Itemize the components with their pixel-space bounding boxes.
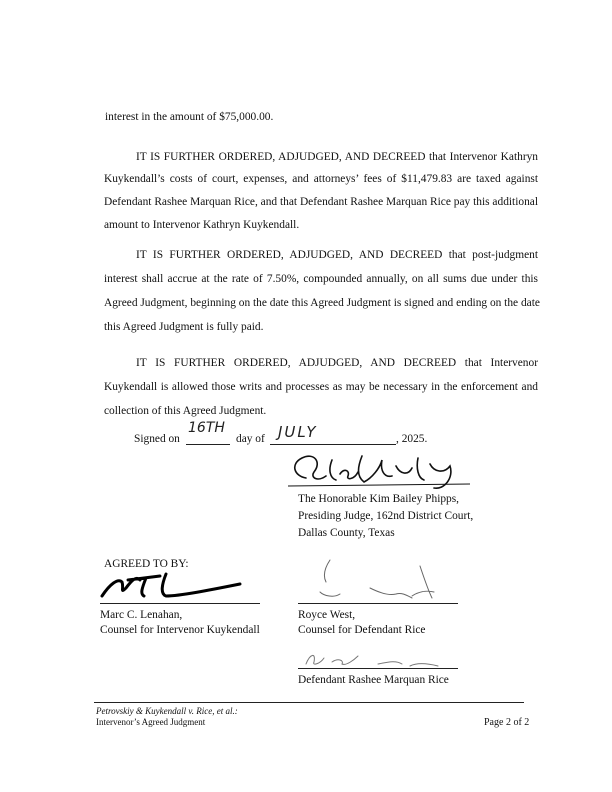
- day-blank-line: [186, 444, 230, 445]
- paragraph-writs-line-3: collection of this Agreed Judgment.: [104, 405, 267, 417]
- paragraph-costs-line-2: Kuykendall’s costs of court, expenses, and attorneys’ fees of $11,479.83 are taxed against: [104, 173, 538, 185]
- agreed-heading: AGREED TO BY:: [104, 558, 189, 570]
- paragraph-costs-line-3: Defendant Rashee Marquan Rice, and that Defendant Rashee Marquan Rice pay this additional: [104, 196, 538, 208]
- west-signature-line: [298, 603, 458, 604]
- paragraph-writs-line-1: IT IS FURTHER ORDERED, ADJUDGED, AND DECREED that Intervenor: [136, 357, 538, 369]
- judge-county: Dallas County, Texas: [298, 527, 395, 539]
- lenahan-name: Marc C. Lenahan,: [100, 609, 183, 621]
- paragraph-interest-line-4: this Agreed Judgment is fully paid.: [104, 321, 264, 333]
- footer-page-number: Page 2 of 2: [484, 717, 530, 728]
- judge-title: Presiding Judge, 162nd District Court,: [298, 510, 474, 522]
- day-of-label: day of: [236, 433, 265, 445]
- footer-document-title: Intervenor’s Agreed Judgment: [96, 717, 206, 727]
- signed-on-label: Signed on: [134, 433, 180, 445]
- footer-rule: [94, 702, 524, 703]
- paragraph-interest-line-2: interest shall accrue at the rate of 7.50%, compounded annually, on all sums due under this: [104, 273, 538, 285]
- paragraph-costs-line-1: IT IS FURTHER ORDERED, ADJUDGED, AND DECREED that Intervenor Kathryn: [136, 151, 538, 163]
- signed-month-handwritten: JULY: [278, 423, 318, 441]
- lenahan-signature-icon: [100, 566, 250, 606]
- paragraph-interest-amount: interest in the amount of $75,000.00.: [105, 111, 274, 123]
- west-name: Royce West,: [298, 609, 356, 621]
- west-role: Counsel for Defendant Rice: [298, 624, 426, 636]
- footer-case-caption: Petrovskiy & Kuykendall v. Rice, et al.:: [96, 706, 238, 716]
- lenahan-signature-line: [100, 603, 260, 604]
- signed-year: , 2025.: [396, 433, 428, 445]
- west-signature-icon: [300, 552, 450, 604]
- judge-name: The Honorable Kim Bailey Phipps,: [298, 493, 460, 505]
- paragraph-interest-line-1: IT IS FURTHER ORDERED, ADJUDGED, AND DECREED that post-judgment: [136, 249, 538, 261]
- lenahan-role: Counsel for Intervenor Kuykendall: [100, 624, 260, 636]
- paragraph-costs-line-4: amount to Intervenor Kathryn Kuykendall.: [104, 219, 300, 231]
- paragraph-writs-line-2: Kuykendall is allowed those writs and processes as may be necessary in the enforcement and: [104, 381, 538, 393]
- rice-signature-line: [298, 668, 458, 669]
- signed-day-handwritten: 16TH: [188, 420, 225, 436]
- paragraph-interest-line-3: Agreed Judgment, beginning on the date this Agreed Judgment is signed and ending on the date: [104, 297, 540, 309]
- month-blank-line: [270, 444, 396, 445]
- rice-name: Defendant Rashee Marquan Rice: [298, 674, 449, 686]
- judge-signature-icon: [284, 448, 474, 494]
